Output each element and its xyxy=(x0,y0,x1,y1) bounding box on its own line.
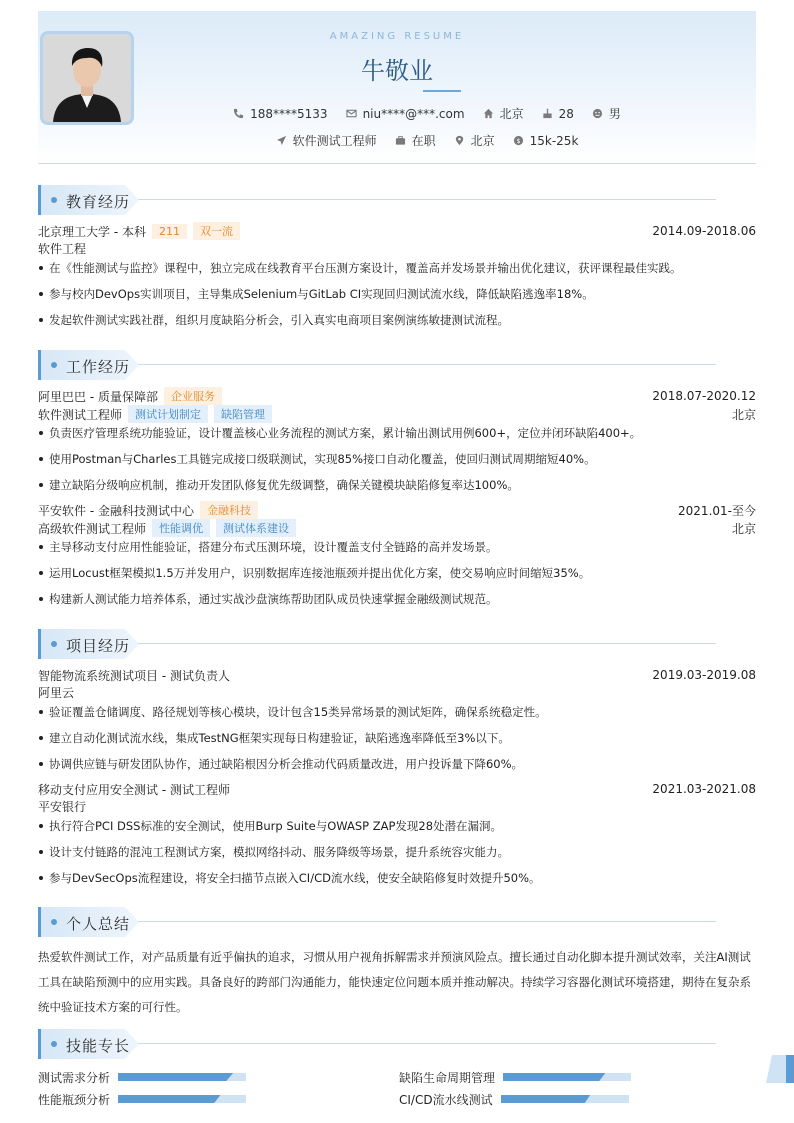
work-section xyxy=(38,350,756,615)
phone-icon xyxy=(233,108,244,119)
section-header xyxy=(38,907,756,937)
list-item: 验证覆盖仓储调度、路径规划等核心模块，设计包含15类异常场景的测试矩阵，确保系统稳定性。 xyxy=(38,702,756,728)
skill-item xyxy=(38,1068,246,1086)
skill-level-bar xyxy=(118,1073,246,1081)
project-org: 阿里云 xyxy=(38,686,75,700)
school-tag: 双一流 xyxy=(193,222,240,240)
resume-header xyxy=(38,11,756,164)
project-date: 2021.03-2021.08 xyxy=(652,782,756,796)
job-role: 高级软件测试工程师 xyxy=(38,521,147,536)
expected-city-item xyxy=(454,132,495,149)
job-date: 2018.07-2020.12 xyxy=(652,389,756,403)
section-header xyxy=(38,350,756,380)
skill-tag: 缺陷管理 xyxy=(214,405,272,423)
name-underline xyxy=(423,90,461,92)
job-intent-row xyxy=(38,132,756,149)
skill-level-bar xyxy=(503,1073,631,1081)
list-item: 参与DevSecOps流程建设，将安全扫描节点嵌入CI/CD流水线，使安全缺陷修复时效提升50%。 xyxy=(38,868,756,894)
job-date: 2021.01-至今 xyxy=(678,503,756,518)
project-name: 智能物流系统测试项目 - 测试负责人 xyxy=(38,668,230,683)
list-item: 建立缺陷分级响应机制，推动开发团队修复优先级调整，确保关键模块缺陷修复率达100%。 xyxy=(38,475,756,501)
school-tag: 211 xyxy=(152,224,187,239)
money-icon xyxy=(513,135,524,146)
position-item xyxy=(276,132,377,149)
skill-item xyxy=(399,1068,631,1086)
section-title: 个人总结 xyxy=(66,915,131,933)
mail-icon xyxy=(346,108,357,119)
resume-tagline: AMAZING RESUME xyxy=(329,31,465,42)
age-item xyxy=(542,107,574,121)
education-date: 2014.09-2018.06 xyxy=(652,224,756,238)
school-name: 北京理工大学 - 本科 xyxy=(38,224,146,239)
location-pin-icon xyxy=(454,135,465,146)
phone-text: 188****5133 xyxy=(250,106,328,121)
candidate-name: 牛敬业 xyxy=(361,57,433,85)
user-face-icon xyxy=(592,108,603,119)
svg-text:$: $ xyxy=(516,136,521,145)
section-header xyxy=(38,1029,756,1059)
list-item: 设计支付链路的混沌工程测试方案，模拟网络抖动、服务降级等场景，提升系统容灾能力。 xyxy=(38,842,756,868)
skills-section xyxy=(38,1029,756,1119)
project-date: 2019.03-2019.08 xyxy=(652,668,756,682)
education-section xyxy=(38,185,756,336)
gender-item xyxy=(592,105,621,122)
list-item: 运用Locust框架模拟1.5万并发用户，识别数据库连接池瓶颈并提出优化方案，使交易响应时间缩短35%。 xyxy=(38,563,756,589)
list-item: 负责医疗管理系统功能验证，设计覆盖核心业务流程的测试方案，累计输出测试用例600+，定位并闭环缺陷400+。 xyxy=(38,423,756,449)
section-header xyxy=(38,185,756,215)
company-name: 阿里巴巴 - 质量保障部 xyxy=(38,389,158,404)
list-item: 协调供应链与研发团队协作，通过缺陷根因分析会推动代码质量改进，用户投诉量下降60%。 xyxy=(38,754,756,780)
skill-level-fill xyxy=(501,1095,591,1103)
project-entry xyxy=(38,666,756,780)
skill-name: 缺陷生命周期管理 xyxy=(399,1070,496,1085)
job-location: 北京 xyxy=(731,407,756,422)
home-icon xyxy=(483,108,494,119)
contact-row xyxy=(38,105,756,122)
list-item: 使用Postman与Charles工具链完成接口级联测试，实现85%接口自动化覆盖，使回归测试周期缩短40%。 xyxy=(38,449,756,475)
skill-tag: 性能调优 xyxy=(152,519,210,537)
company-name: 平安软件 - 金融科技测试中心 xyxy=(38,503,194,518)
list-item: 建立自动化测试流水线，集成TestNG框架实现每日构建验证，缺陷逃逸率降低至3%以下。 xyxy=(38,728,756,754)
city-item xyxy=(483,105,524,122)
skill-tag: 测试计划制定 xyxy=(128,405,208,423)
briefcase-icon xyxy=(395,135,406,146)
skill-level-fill xyxy=(118,1073,233,1081)
skill-name: CI/CD流水线测试 xyxy=(399,1092,493,1107)
city-text: 北京 xyxy=(499,107,524,121)
job-location: 北京 xyxy=(731,521,756,536)
skill-item xyxy=(38,1090,246,1108)
skill-tag: 测试体系建设 xyxy=(216,519,296,537)
salary-item xyxy=(513,134,579,148)
gender-text: 男 xyxy=(608,107,621,121)
phone-item xyxy=(233,107,327,121)
email-item xyxy=(346,107,465,121)
cake-icon xyxy=(542,108,553,119)
list-item: 构建新人测试能力培养体系，通过实战沙盘演练帮助团队成员快速掌握金融级测试规范。 xyxy=(38,589,756,615)
skill-level-bar xyxy=(501,1095,629,1103)
send-icon xyxy=(276,135,287,146)
major: 软件工程 xyxy=(38,242,87,256)
email-text: niu****@***.com xyxy=(362,106,465,121)
education-row xyxy=(38,222,756,240)
salary-text: 15k-25k xyxy=(529,133,579,148)
project-entry xyxy=(38,780,756,894)
projects-section xyxy=(38,629,756,894)
job-entry xyxy=(38,387,756,501)
position-text: 软件测试工程师 xyxy=(292,134,377,148)
section-title: 教育经历 xyxy=(66,193,131,211)
section-title: 工作经历 xyxy=(66,358,131,376)
summary-text: 热爱软件测试工作，对产品质量有近乎偏执的追求，习惯从用户视角拆解需求并预演风险点。擅长通过自动化脚本提升测试效率，关注AI测试工具在缺陷预测中的应用实践。具备良好的跨部门沟通能力，能快速定位问题本质并推动解决。持续学习容器化测试环境搭建，期待在复杂系统中验证技术方案的可行性。 xyxy=(38,950,751,1014)
section-header xyxy=(38,629,756,659)
list-item: 发起软件测试实践社群，组织月度缺陷分析会，引入真实电商项目案例演练敏捷测试流程。 xyxy=(38,310,756,336)
skill-level-bar xyxy=(118,1095,246,1103)
section-title: 项目经历 xyxy=(66,637,131,655)
project-name: 移动支付应用安全测试 - 测试工程师 xyxy=(38,782,230,797)
list-item: 参与校内DevOps实训项目，主导集成Selenium与GitLab CI实现回归测试流水线，降低缺陷逃逸率18%。 xyxy=(38,284,756,310)
corner-decoration xyxy=(766,1055,786,1083)
skill-name: 性能瓶颈分析 xyxy=(38,1092,111,1107)
skill-level-fill xyxy=(118,1095,220,1103)
skill-level-fill xyxy=(503,1073,605,1081)
job-role: 软件测试工程师 xyxy=(38,407,123,422)
skill-item xyxy=(399,1090,629,1108)
section-title: 技能专长 xyxy=(66,1037,131,1055)
job-entry xyxy=(38,501,756,615)
age-text: 28 xyxy=(558,106,574,121)
status-item xyxy=(395,132,436,149)
summary-section xyxy=(38,907,756,1020)
industry-tag: 企业服务 xyxy=(164,387,222,405)
list-item: 执行符合PCI DSS标准的安全测试，使用Burp Suite与OWASP ZAP发现28处潜在漏洞。 xyxy=(38,816,756,842)
project-org: 平安银行 xyxy=(38,800,87,814)
education-bullets xyxy=(38,258,756,336)
list-item: 在《性能测试与监控》课程中，独立完成在线教育平台压测方案设计，覆盖高并发场景并输出优化建议，获评课程最佳实践。 xyxy=(38,258,756,284)
skill-list xyxy=(38,1069,756,1119)
status-text: 在职 xyxy=(411,134,436,148)
list-item: 主导移动支付应用性能验证，搭建分布式压测环境，设计覆盖支付全链路的高并发场景。 xyxy=(38,537,756,563)
expected-city-text: 北京 xyxy=(470,134,495,148)
skill-name: 测试需求分析 xyxy=(38,1070,111,1085)
industry-tag: 金融科技 xyxy=(200,501,258,519)
corner-decoration xyxy=(786,1055,794,1083)
